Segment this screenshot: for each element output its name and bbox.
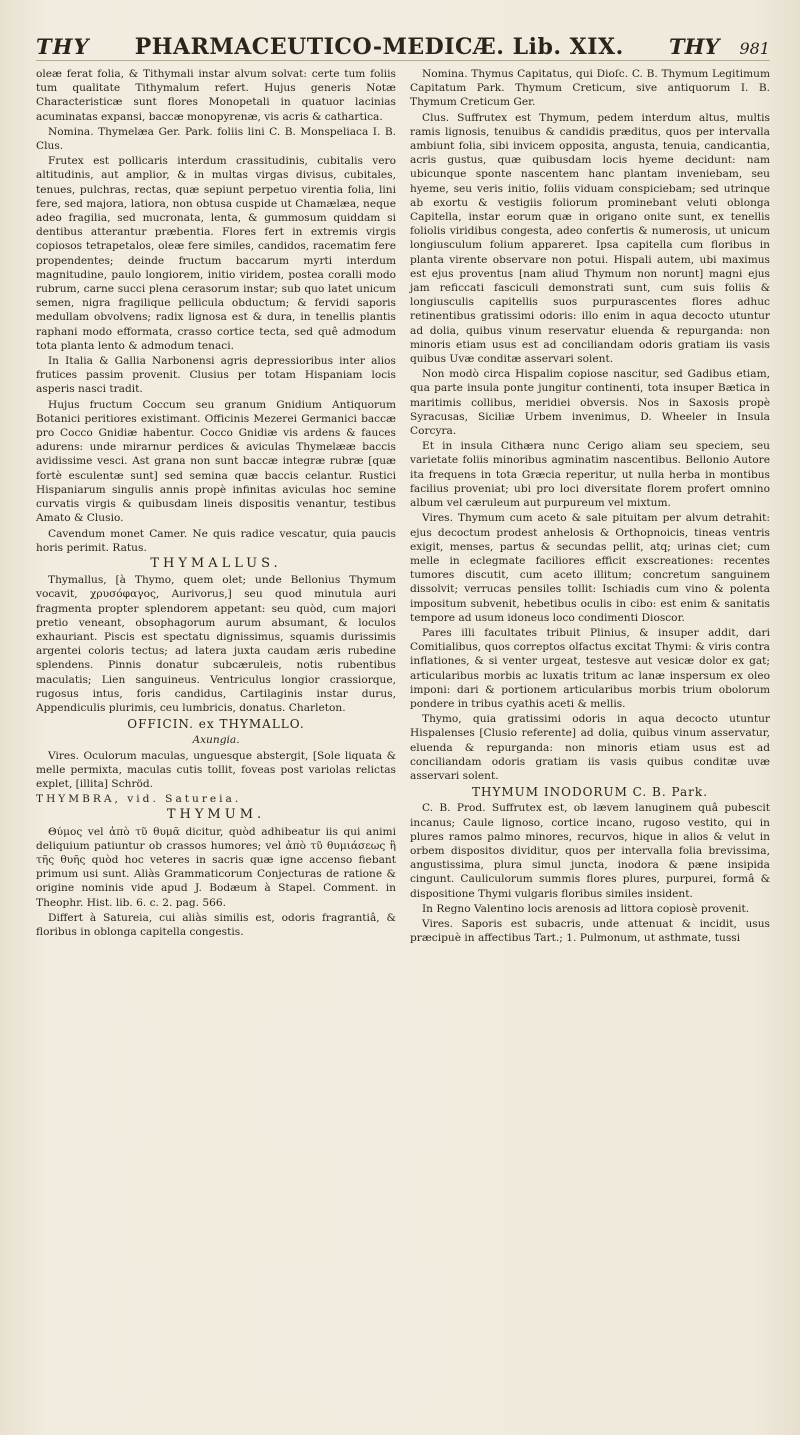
paragraph: Hujus fructum Coccum seu granum Gnidium Antiquorum Botanici peritiores existimant. Officinis Mezerei Germanici baccæ pro Cocco Gnidiæ habentur. Cocco Gnidiæ vis ardens & fauces adurens: unde mirarnur perdices & aviculas Thymelææ baccis avidissime vesci. Ast grana non sunt baccæ integræ rubræ [quæ fortè esculentæ sunt] sed semina quæ baccis celantur. Rustici Hispaniarum singulis annis propè infinitas aviculas hoc semine curvatis virgis & quibusdam lineis dispositis venantur, testibus Amato & Clusio. <box>36 398 396 525</box>
cross-reference: THYMBRA, vid. Satureia. <box>36 793 242 806</box>
text-columns <box>36 67 770 946</box>
paragraph: Thymo, quia gratissimi odoris in aqua decocto utuntur Hispalenses [Clusio referente] ad dolia, quibus vinum asservatur, eluenda & repurganda: non minoris etiam usus est ad conciliandam odoris gratiam iis vasis quibus conditæ uvæ asservari solent. <box>410 713 770 782</box>
header-left-keyword: THY <box>36 34 90 59</box>
running-header <box>36 34 770 61</box>
paragraph: Vires. Thymum cum aceto & sale pituitam per alvum detrahit: ejus decoctum prodest anhelosis & Orthopnoicis, tineas ventris exigit, menses, partus & secundas pellit, atq; urinas ciet; cum melle in eclegmate faciliores efficit exscreationes: recentes tumores discutit, cum aceto illitum; concretum sanguinem dissolvit; verrucas pensiles tollit: Ischiadis cum vino & polenta impositum subvenit, hebetibus oculis in cibo: est enim & sanitatis tempore ad usum idoneus loco condimenti Dioscor. <box>410 512 770 624</box>
subheading: Axungia. <box>192 734 240 747</box>
left-column <box>36 67 396 946</box>
paragraph: In Regno Valentino locis arenosis ad littora copiosè provenit. <box>422 902 750 915</box>
section-heading: THYMALLUS. <box>150 555 282 571</box>
paragraph: Et in insula Cithæra nunc Cerigo aliam seu speciem, seu varietate foliis minoribus agminatim nascentibus. Bellonio Autore ita frequens in tota Græcia reperitur, ut nulla herba in montibus facilius proveniat; ubi pro loci diversitate florem profert omnino album vel cæruleum aut purpureum vel mixtum. <box>410 440 770 510</box>
paragraph: Clus. Suffrutex est Thymum, pedem interdum altus, multis ramis lignosis, tenuibus & candidis præditus, quos per intervalla ambiunt folia, sibi invicem opposita, angusta, tenuia, candicantia, acris gustus, quæ quibusdam locis hyeme decidunt: nam ubicunque sponte nascentem hanc plantam inveniebam, seu hyeme, seu veris initio, foliis viduam conspiciebam; sed utrinque ab exortu & vestigiis foliorum prominebant veluti oblonga Capitella, instar eorum quæ in origano onite sunt, ex tenellis foliolis viridibus congesta, adeo confertis & numerosis, ut unicum longiusculum folium appareret. Ipsa capitella cum floribus in planta virente observare non potui. Hispali autem, ubi maximus est ejus proventus [nam aliud Thymum non norunt] magni ejus jam reficcati fasciculi demonstrati sunt, cum suis foliis & longiusculis capitellis suos purpurascentes flores adhuc retinentibus gratissimi odoris: illo enim in aqua decocto utuntur ad dolia, quibus vinum reservatur eluenda & repurganda: non minoris etiam usus est ad conciliandam odoris gratiam iis vasis quibus Uvæ conditæ asservari solent. <box>410 111 770 366</box>
paragraph: Nomina. Thymus Capitatus, qui Dioſc. C. B. Thymum Legitimum Capitatum Park. Thymum Creticum, sive antiquorum I. B. Thymum Creticum Ger. <box>410 68 770 109</box>
header-title: PHARMACEUTICO-MEDICÆ. Lib. XIX. <box>134 34 624 60</box>
paragraph: Θύμος vel ἀπὸ τῦ θυμᾶ dicitur, quòd adhibeatur iis qui animi deliquium patiuntur ob crassos humores; vel ἀπὸ τῦ θυμιάσεως ἢ τῆς θυῆς quòd hoc veteres in sacris quæ igne accenso fiebant primum usi sunt. Aliàs Grammaticorum Conjecturas de ratione & origine nominis vide apud J. Bodæum à Stapel. Comment. in Theophr. Hist. lib. 6. c. 2. pag. 566. <box>36 825 396 909</box>
paragraph: C. B. Prod. Suffrutex est, ob lævem lanuginem quâ pubescit incanus; Caule lignoso, cortice incano, rugoso vestito, qui in plures ramos palmo minores, recurvos, hique in alios & velut in orbem dispositos dividitur, quos per intervalla folia brevissima, angustissima, plura simul juncta, inodora & pæne insipida cingunt. Cauliculorum summis flores plures, purpurei, formâ & dispositione Thymi vulgaris floribus similes insident. <box>410 802 770 900</box>
paragraph: Vires. Oculorum maculas, unguesque abstergit, [Sole liquata & melle permixta, maculas cutis tollit, foveas post variolas relictas explet, [illita] Schröd. <box>36 749 396 790</box>
paragraph: Thymallus, [à Thymo, quem olet; unde Bellonius Thymum vocavit, χρυσόφαγος, Aurivorus,] seu quod minutula auri fragmenta propter splendorem appetant: seu quòd, cum majori pretio veneant, obsophagorum aurum absumant, & loculos exhauriant. Piscis est spectatu dignissimus, squamis durissimis argentei coloris tectus; ad latera juxta caudam æris rubedine splendens. Pinnis donatur subcæruleis, notis rubentibus maculatis; Lien sanguineus. Ventriculus longior crassiorque, rugosus intus, foris candidus, Cartilaginis instar durus, Appendiculis plurimis, ceu lumbricis, donatus. Charleton. <box>36 574 396 714</box>
paragraph: Cavendum monet Camer. Ne quis radice vescatur, quia paucis horis perimit. Ratus. <box>36 527 396 554</box>
paragraph: Vires. Saporis est subacris, unde attenuat & incidit, usus præcipuè in affectibus Tart.; 1. Pulmonum, ut asthmate, tussi <box>410 917 770 945</box>
paragraph: Frutex est pollicaris interdum crassitudinis, cubitalis vero altitudinis, aut amplior, & in multas virgas divisus, cubitales, tenues, pulchras, rectas, quæ sepiunt perpetuo virentia folia, lini fere, sed majora, latiora, non obtusa cuspide ut Chamælæa, neque adeo fragilia, sed mucronata, lenta, & gummosum quiddam si dentibus atterantur præbentia. Flores fert in extremis virgis copiosos tetrapetalos, oleæ fere similes, candidos, racematim fere propendentes; deinde fructum baccarum myrti interdum magnitudine, paulo longiorem, initio viridem, postea coralli modo rubrum, carne succi plena cerasorum instar; sub quo latet unicum semen, nigra fragilique pellicula obductum; & fervidi saporis medullam obvolvens; radix lignosa est & dura, in tenellis plantis raphani modo efformata, crasso cortice tecta, sed quê admodum tota planta lento & admodum tenaci. <box>36 155 396 352</box>
section-heading: THYMUM INODORUM C. B. Park. <box>471 785 709 800</box>
paragraph: Pares illi facultates tribuit Plinius, & insuper addit, dari Comitialibus, quos correptos olfactus excitat Thymi: & viris contra inflationes, & si venter urgeat, testesve aut vesicæ dolor ex gat; articularibus morbis ac luxatis tritum ac lanæ inspersum ex oleo imponi: dari & portionem articularibus morbis trium obolorum pondere in tribus cyathis aceti & mellis. <box>410 626 770 710</box>
page-number: 981 <box>739 39 770 58</box>
paragraph: Nomina. Thymelæa Ger. Park. foliis lini C. B. Monspeliaca I. B. Clus. <box>36 125 396 153</box>
header-right-group <box>669 34 770 59</box>
right-column <box>410 67 770 946</box>
paragraph: In Italia & Gallia Narbonensi agris depressioribus inter alios frutices passim provenit. Clusius per totam Hispaniam locis asperis nasci tradit. <box>36 355 396 396</box>
paragraph: oleæ ferat folia, & Tithymali instar alvum solvat: certe tum foliis tum qualitate Tithymalum refert. Hujus generis Notæ Characteristicæ sunt flores Monopetali in quatuor lacinias acuminatas expansi, baccæ monopyrenæ, vis acris & cathartica. <box>36 68 396 123</box>
section-heading: OFFICIN. ex THYMALLO. <box>127 717 305 732</box>
paragraph: Differt à Satureia, cui aliàs similis est, odoris fragrantiâ, & floribus in oblonga capitella congestis. <box>36 911 396 938</box>
header-right-keyword: THY <box>668 34 720 59</box>
section-heading: THYMUM. <box>166 807 266 823</box>
paragraph: Non modò circa Hispalim copiose nascitur, sed Gadibus etiam, qua parte insula ponte jungitur continenti, tota insuper Bætica in maritimis collibus, meridiei obversis. Nos in Saxosis propè Syracusas, Siciliæ Urbem invenimus, D. Wheeler in Insula Corcyra. <box>410 368 770 438</box>
